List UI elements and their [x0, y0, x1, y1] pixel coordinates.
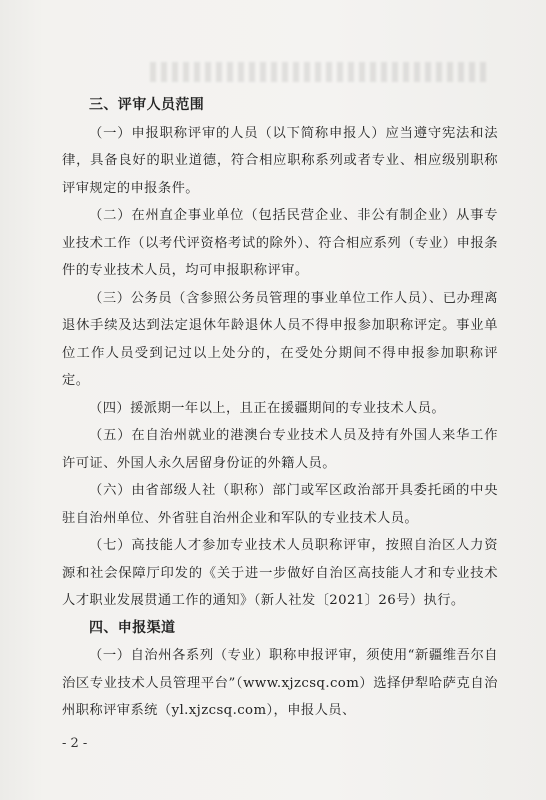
section-3-paragraph-3: （三）公务员（含参照公务员管理的事业单位工作人员）、已办理离退休手续及达到法定退休年龄退休人员不得申报参加职称评定。事业单位工作人员受到记过以上处分的，在受处分期间不得申报参加职称评定。 [62, 290, 498, 388]
section-3-paragraph-7: （七）高技能人才参加专业技术人员职称评审，按照自治区人力资源和社会保障厅印发的《关于进一步做好自治区高技能人才和专业技术人才职业发展贯通工作的通知》（新人社发〔2021〕26号）执行。 [62, 538, 498, 608]
section-4-heading: 四、申报渠道 [89, 619, 176, 636]
section-3-paragraph-1: （一）申报职称评审的人员（以下简称申报人）应当遵守宪法和法律，具备良好的职业道德，符合相应职称系列或者专业、相应级别职称评审规定的申报条件。 [62, 125, 498, 196]
bleed-through-text [150, 62, 490, 82]
section-3-paragraph-2: （二）在州直企事业单位（包括民营企业、非公有制企业）从事专业技术工作（以考代评资格考试的除外）、符合相应系列（专业）申报条件的专业技术人员，均可申报职称评审。 [62, 208, 498, 278]
page-number: - 2 - [62, 736, 88, 751]
section-3-heading: 三、评审人员范围 [89, 97, 205, 113]
section-3-paragraph-4: （四）援派期一年以上，且正在援疆期间的专业技术人员。 [89, 400, 446, 416]
section-4-paragraph-1: （一）自治州各系列（专业）职称申报评审，须使用“新疆维吾尔自治区专业技术人员管理平台”（www.xjzcsq.com）选择伊犁哈萨克自治州职称评审系统（yl.xjzcsq.com），申报人员、 [62, 648, 498, 718]
document-body [62, 92, 498, 725]
section-3-paragraph-6: （六）由省部级人社（职称）部门或军区政治部开具委托函的中央驻自治州单位、外省驻自治州企业和军队的专业技术人员。 [62, 483, 498, 526]
section-3-paragraph-5: （五）在自治州就业的港澳台专业技术人员及持有外国人来华工作许可证、外国人永久居留身份证的外籍人员。 [62, 428, 498, 471]
